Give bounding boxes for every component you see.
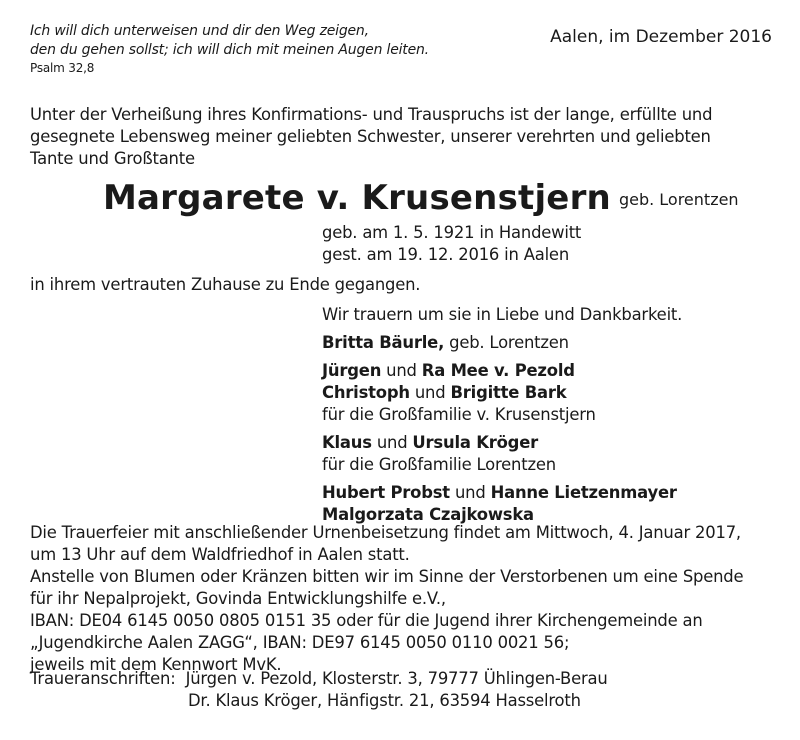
donation-line: jeweils mit dem Kennwort MvK. (30, 655, 282, 674)
intro-line: Unter der Verheißung ihres Konfirmations- und Trauspruchs ist der lange, erfüllte und (30, 105, 713, 124)
mourner-note: geb. Lorentzen (444, 333, 569, 352)
intro-line: Tante und Großtante (30, 149, 195, 168)
funeral-line: um 13 Uhr auf dem Waldfriedhof in Aalen statt. (30, 545, 410, 564)
conjunction: und (371, 433, 413, 452)
deceased-name: Margarete v. Krusenstjern (103, 178, 611, 218)
mourner-name: Jürgen (322, 361, 382, 380)
quote-line-2: den du gehen sollst; ich will dich mit meinen Augen leiten. (30, 42, 429, 58)
donation-line: IBAN: DE04 6145 0050 0805 0151 35 oder für die Jugend ihrer Kirchengemeinde an (30, 611, 703, 630)
mourner-name: Klaus (322, 433, 372, 452)
mourner-group (322, 482, 682, 526)
mourner-note: für die Großfamilie Lorentzen (322, 455, 556, 474)
intro-paragraph (30, 104, 712, 170)
mourners-intro: Wir trauern um sie in Liebe und Dankbarkeit. (322, 305, 683, 324)
addresses-label: Traueranschriften: (30, 669, 176, 688)
mourner-name: Britta Bäurle, (322, 333, 445, 352)
donation-line: Anstelle von Blumen oder Kränzen bitten wir im Sinne der Verstorbenen um eine Spende (30, 567, 744, 586)
mourner-name: Christoph (322, 383, 410, 402)
address-line: Jürgen v. Pezold, Klosterstr. 3, 79777 Ühlingen-Berau (185, 669, 608, 688)
mourner-name: Ursula Kröger (412, 433, 539, 452)
conjunction: und (381, 361, 422, 380)
maiden-name: geb. Lorentzen (618, 190, 739, 209)
conjunction: und (449, 483, 491, 502)
mourners-block (322, 304, 682, 526)
address-line: Dr. Klaus Kröger, Hänfigstr. 21, 63594 Hasselroth (188, 691, 581, 710)
ending-line: in ihrem vertrauten Zuhause zu Ende gegangen. (30, 275, 421, 294)
funeral-info (30, 522, 741, 566)
donation-line: für ihr Nepalprojekt, Govinda Entwicklungshilfe e.V., (30, 589, 446, 608)
life-dates (322, 222, 581, 266)
deceased-heading (103, 178, 739, 218)
mourner-group (322, 432, 682, 476)
mourner-group (322, 332, 682, 354)
mourner-name: Malgorzata Czajkowska (322, 505, 534, 524)
funeral-line: Die Trauerfeier mit anschließender Urnenbeisetzung findet am Mittwoch, 4. Januar 2017, (30, 523, 741, 542)
mourner-group (322, 360, 682, 426)
bible-quote (30, 22, 429, 76)
mourning-addresses (30, 668, 608, 712)
mourner-name: Hubert Probst (322, 483, 450, 502)
conjunction: und (409, 383, 451, 402)
place-date: Aalen, im Dezember 2016 (550, 27, 772, 47)
mourner-note: für die Großfamilie v. Krusenstjern (322, 405, 596, 424)
mourner-name: Ra Mee v. Pezold (421, 361, 575, 380)
mourner-name: Brigitte Bark (450, 383, 567, 402)
donation-line: „Jugendkirche Aalen ZAGG“, IBAN: DE97 6145 0050 0110 0021 56; (30, 633, 570, 652)
donation-info (30, 566, 743, 676)
intro-line: gesegnete Lebensweg meiner geliebten Schwester, unserer verehrten und geliebten (30, 127, 711, 146)
death-date: gest. am 19. 12. 2016 in Aalen (322, 245, 570, 264)
birth-date: geb. am 1. 5. 1921 in Handewitt (322, 223, 582, 242)
quote-line-1: Ich will dich unterweisen und dir den Weg zeigen, (30, 23, 369, 39)
quote-reference: Psalm 32,8 (30, 61, 95, 75)
mourner-name: Hanne Lietzenmayer (490, 483, 677, 502)
